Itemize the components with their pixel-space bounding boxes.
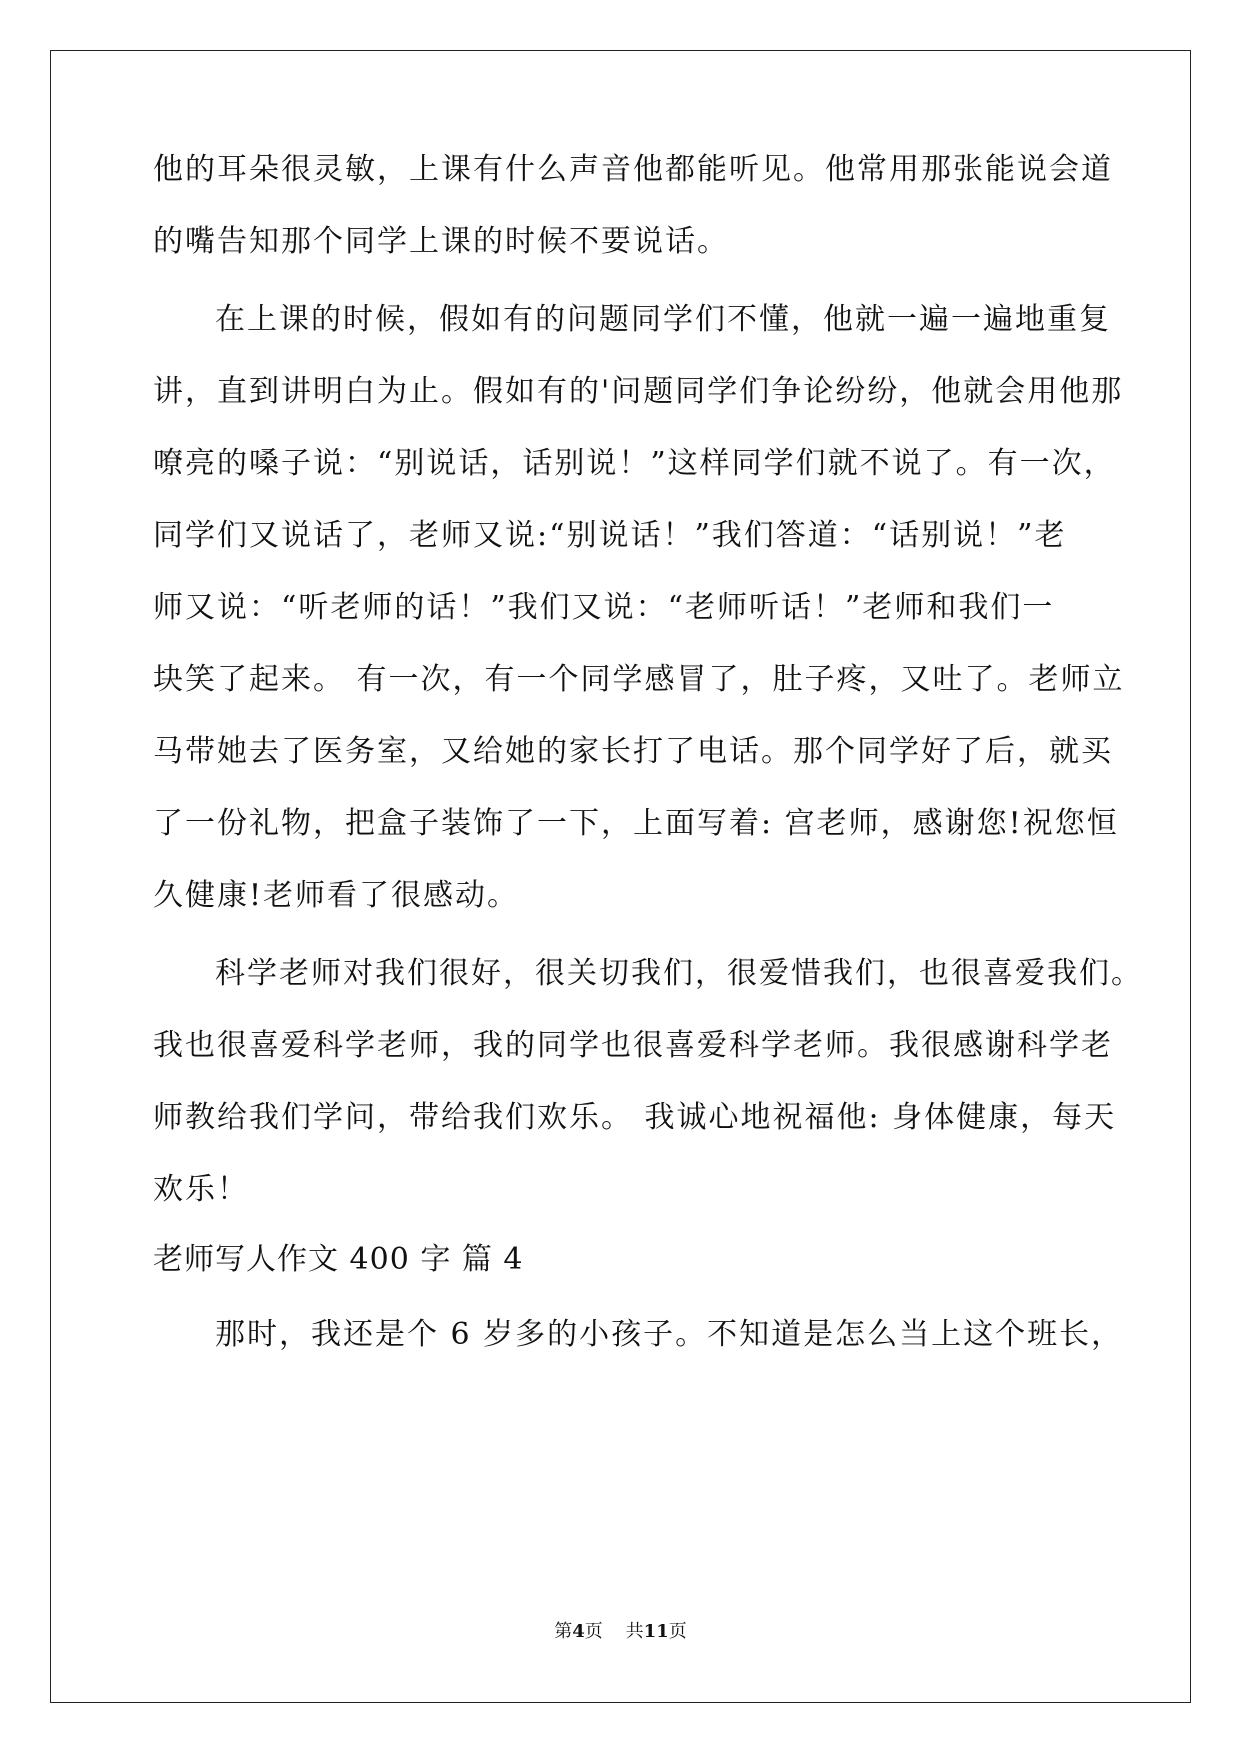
- text-line-1: 他的耳朵很灵敏，上课有什么声音他都能听见。他常用那张能说会道: [153, 152, 1113, 187]
- text-line-16: 那时，我还是个 6 岁多的小孩子。不知道是怎么当上这个班长，: [215, 1317, 1124, 1352]
- section-heading: 老师写人作文 400 字 篇 4: [153, 1242, 524, 1277]
- text-line-13: 我也很喜爱科学老师，我的同学也很喜爱科学老师。我很感谢科学老: [153, 1028, 1113, 1063]
- page-footer: [0, 1620, 1241, 1644]
- text-line-15: 欢乐！: [153, 1172, 249, 1207]
- footer-suffix: 页: [668, 1621, 687, 1642]
- footer-prefix: 第: [554, 1621, 573, 1642]
- text-line-10: 了一份礼物，把盒子装饰了一下，上面写着: 宫老师，感谢您!祝您恒: [153, 806, 1119, 841]
- text-line-6: 同学们又说话了，老师又说:“别说话！”我们答道：“话别说！”老: [153, 518, 1067, 553]
- text-line-9: 马带她去了医务室，又给她的家长打了电话。那个同学好了后，就买: [153, 734, 1113, 769]
- text-line-11: 久健康!老师看了很感动。: [153, 878, 520, 913]
- footer-middle: 页 共: [584, 1621, 644, 1642]
- text-line-14: 师教给我们学问，带给我们欢乐。 我诚心地祝福他: 身体健康，每天: [153, 1100, 1117, 1135]
- text-line-8: 块笑了起来。 有一次，有一个同学感冒了，肚子疼，又吐了。老师立: [153, 662, 1125, 697]
- footer-total-pages: 11: [643, 1621, 669, 1642]
- text-line-2: 的嘴告知那个同学上课的时候不要说话。: [153, 224, 729, 259]
- text-line-3: 在上课的时候，假如有的问题同学们不懂，他就一遍一遍地重复: [215, 302, 1111, 337]
- text-line-7: 师又说：“听老师的话！”我们又说：“老师听话！”老师和我们一: [153, 590, 1055, 625]
- text-line-5: 嘹亮的嗓子说：“别说话，话别说！”这样同学们就不说了。有一次，: [153, 446, 1116, 481]
- footer-page-number: 4: [572, 1621, 585, 1642]
- text-line-12: 科学老师对我们很好，很关切我们，很爱惜我们，也很喜爱我们。: [215, 956, 1143, 991]
- text-line-4: 讲，直到讲明白为止。假如有的'问题同学们争论纷纷，他就会用他那: [153, 374, 1124, 409]
